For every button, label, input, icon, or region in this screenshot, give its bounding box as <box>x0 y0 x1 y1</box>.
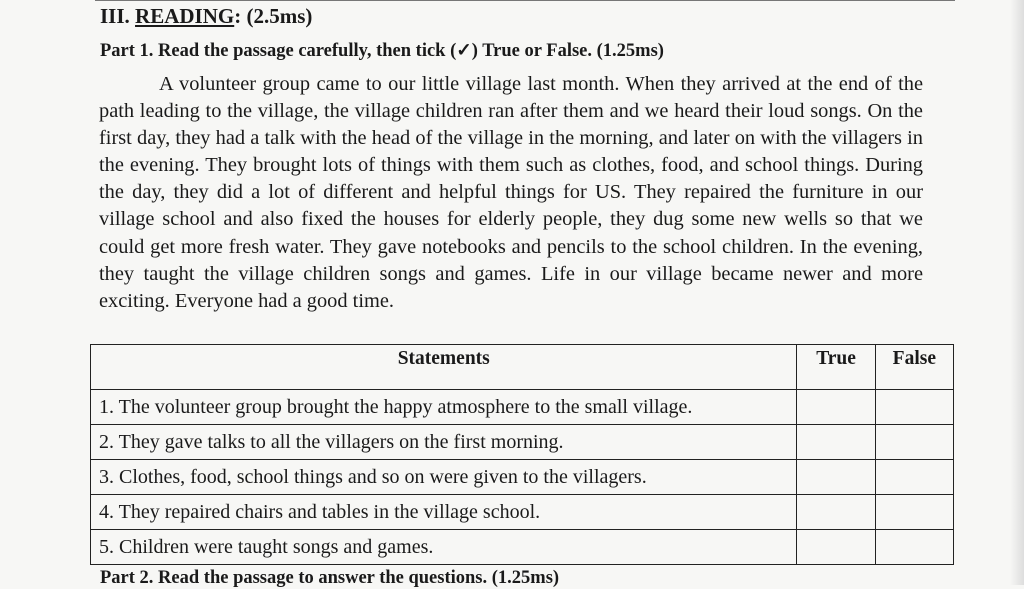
statement-5: 5. Children were taught songs and games. <box>91 530 797 565</box>
table-row <box>91 390 954 425</box>
true-cell-1[interactable] <box>797 390 875 425</box>
table-row <box>91 495 954 530</box>
true-header: True <box>797 345 875 390</box>
false-cell-4[interactable] <box>875 495 953 530</box>
false-cell-5[interactable] <box>875 530 953 565</box>
page-edge-shadow <box>1010 0 1024 585</box>
table-row <box>91 530 954 565</box>
part2-instruction: Part 2. Read the passage to answer the questions. (1.25ms) <box>100 568 560 588</box>
top-divider <box>95 0 955 1</box>
true-cell-5[interactable] <box>797 530 875 565</box>
section-number: III. <box>100 4 130 28</box>
true-cell-3[interactable] <box>797 460 875 495</box>
reading-passage: A volunteer group came to our little village last month. When they arrived at the end of the path leading to the village, the village children ran after them and we heard their loud songs. On the first day, they had a talk with the head of the village in the morning, and later on with the villagers in the evening. They brought lots of things with them such as clothes, food, and school things. During the day, they did a lot of different and helpful things for US. They repaired the furniture in our village school and also fixed the houses for elderly people, they dug some new wells so that we could get more fresh water. They gave notebooks and pencils to the school children. In the evening, they taught the village children songs and games. Life in our village became newer and more exciting. Everyone had a good time. <box>99 73 923 312</box>
table-header-row <box>91 345 954 390</box>
false-header: False <box>875 345 953 390</box>
table-row <box>91 425 954 460</box>
false-cell-1[interactable] <box>875 390 953 425</box>
table-row <box>91 460 954 495</box>
statement-3: 3. Clothes, food, school things and so on were given to the villagers. <box>91 460 797 495</box>
section-score: : (2.5ms) <box>234 4 313 28</box>
statement-2: 2. They gave talks to all the villagers on the first morning. <box>91 425 797 460</box>
true-cell-4[interactable] <box>797 495 875 530</box>
part1-instruction: Part 1. Read the passage carefully, then tick (✓) True or False. (1.25ms) <box>100 41 664 61</box>
true-cell-2[interactable] <box>797 425 875 460</box>
statement-1: 1. The volunteer group brought the happy atmosphere to the small village. <box>91 390 797 425</box>
statement-4: 4. They repaired chairs and tables in the village school. <box>91 495 797 530</box>
true-false-table <box>90 344 954 565</box>
section-title: READING <box>135 4 235 28</box>
false-cell-2[interactable] <box>875 425 953 460</box>
statements-header: Statements <box>91 345 797 390</box>
section-heading <box>100 4 312 29</box>
false-cell-3[interactable] <box>875 460 953 495</box>
